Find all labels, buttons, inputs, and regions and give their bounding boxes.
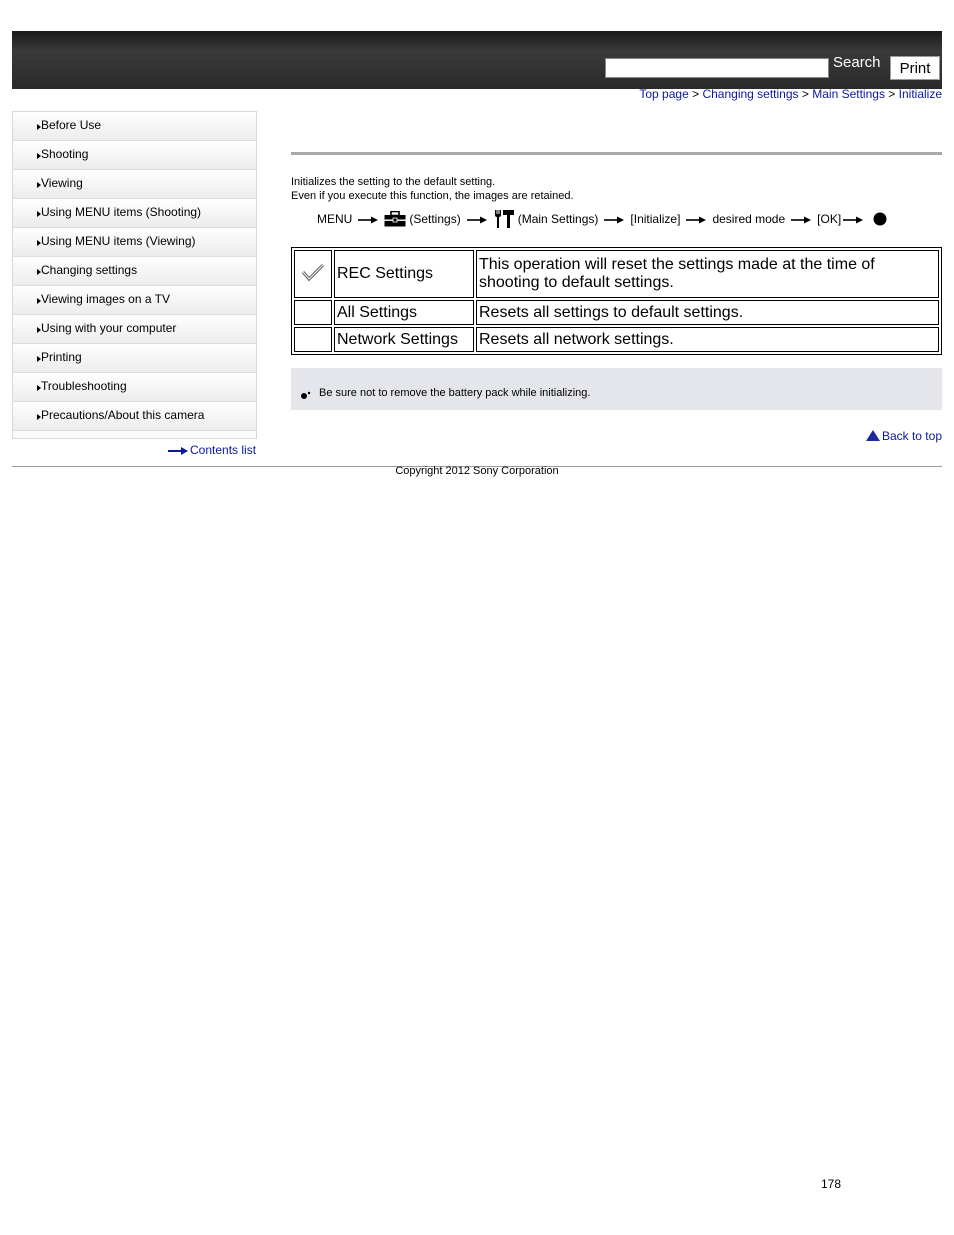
arrow-right-icon xyxy=(37,124,41,130)
back-to-top-label: Back to top xyxy=(881,429,942,443)
breadcrumb-initialize[interactable]: Initialize xyxy=(898,87,942,101)
sidebar-item-label: Precautions/About this camera xyxy=(41,408,205,422)
table-setting-description: Resets all settings to default settings. xyxy=(476,300,939,325)
arrow-right-icon xyxy=(37,356,41,362)
note-text: Be sure not to remove the battery pack while initializing. xyxy=(319,387,591,399)
sidebar-item-label: Troubleshooting xyxy=(41,379,127,393)
triangle-up-icon xyxy=(866,430,880,441)
sidebar-item-menu-viewing[interactable] xyxy=(13,228,256,257)
page-number: 178 xyxy=(821,1177,842,1191)
note-bullet-icon xyxy=(300,390,312,400)
procedure-steps xyxy=(317,208,887,230)
table-icon-cell xyxy=(294,250,332,298)
header-bar xyxy=(12,31,942,89)
sidebar-item-precautions[interactable] xyxy=(13,402,256,431)
contents-list-link[interactable] xyxy=(168,443,256,457)
checkmark-icon xyxy=(301,262,325,282)
intro-line: Even if you execute this function, the images are retained. xyxy=(291,190,574,202)
center-button-icon xyxy=(873,212,887,227)
arrow-right-icon xyxy=(37,298,41,304)
arrow-right-icon xyxy=(604,212,624,226)
sidebar-item-label: Before Use xyxy=(41,118,102,132)
table-row xyxy=(294,250,939,298)
arrow-right-icon xyxy=(467,212,487,226)
arrow-right-icon xyxy=(843,212,863,226)
sidebar-item-label: Printing xyxy=(41,350,82,364)
breadcrumb xyxy=(639,87,942,101)
arrow-right-icon xyxy=(37,153,41,159)
breadcrumb-changing-settings[interactable]: Changing settings xyxy=(702,87,799,101)
sidebar-item-printing[interactable] xyxy=(13,344,256,373)
sidebar-item-label: Using MENU items (Shooting) xyxy=(41,205,202,219)
arrow-right-icon xyxy=(791,212,811,226)
sidebar-item-changing-settings[interactable] xyxy=(13,257,256,286)
step-ok: [OK] xyxy=(817,212,842,226)
arrow-right-icon xyxy=(37,327,41,333)
step-menu: MENU xyxy=(317,212,353,226)
table-row xyxy=(294,327,939,352)
print-button[interactable]: Print xyxy=(890,56,940,80)
sidebar-item-viewing-tv[interactable] xyxy=(13,286,256,315)
settings-table xyxy=(291,247,942,355)
sidebar-item-label: Changing settings xyxy=(41,263,138,277)
title-divider xyxy=(291,152,942,155)
breadcrumb-main-settings[interactable]: Main Settings xyxy=(812,87,885,101)
sidebar-item-label: Viewing xyxy=(41,176,83,190)
search-input[interactable] xyxy=(605,58,829,78)
breadcrumb-top-page[interactable]: Top page xyxy=(639,87,689,101)
sidebar-item-label: Viewing images on a TV xyxy=(41,292,170,306)
sidebar-item-shooting[interactable] xyxy=(13,141,256,170)
table-setting-name: All Settings xyxy=(334,300,474,325)
sidebar-item-label: Using with your computer xyxy=(41,321,177,335)
table-setting-name: REC Settings xyxy=(334,250,474,298)
sidebar xyxy=(12,111,257,439)
arrow-right-icon xyxy=(37,211,41,217)
table-setting-name: Network Settings xyxy=(334,327,474,352)
table-icon-cell xyxy=(294,327,332,352)
arrow-right-icon xyxy=(37,240,41,246)
intro-text xyxy=(291,175,574,203)
step-desired-mode: desired mode xyxy=(712,212,786,226)
search-label[interactable]: Search xyxy=(833,54,881,71)
note-box xyxy=(291,368,942,410)
sidebar-item-computer[interactable] xyxy=(13,315,256,344)
breadcrumb-separator: > xyxy=(692,87,700,101)
step-main-settings: (Main Settings) xyxy=(517,212,599,226)
toolbox-icon xyxy=(384,211,406,227)
table-icon-cell xyxy=(294,300,332,325)
intro-line: Initializes the setting to the default setting. xyxy=(291,176,496,188)
arrow-right-icon xyxy=(686,212,706,226)
breadcrumb-separator: > xyxy=(801,87,809,101)
contents-list-label: Contents list xyxy=(190,443,257,457)
sidebar-item-label: Shooting xyxy=(41,147,89,161)
table-setting-description: This operation will reset the settings made at the time of shooting to default settings. xyxy=(476,250,939,298)
breadcrumb-separator: > xyxy=(888,87,896,101)
table-setting-description: Resets all network settings. xyxy=(476,327,939,352)
arrow-right-icon xyxy=(358,212,378,226)
arrow-right-icon xyxy=(37,385,41,391)
wrench-hammer-icon xyxy=(493,209,515,229)
sidebar-item-before-use[interactable] xyxy=(13,112,256,141)
table-row xyxy=(294,300,939,325)
step-settings: (Settings) xyxy=(409,212,461,226)
back-to-top-link[interactable] xyxy=(866,429,942,443)
arrow-right-icon xyxy=(37,414,41,420)
sidebar-item-viewing[interactable] xyxy=(13,170,256,199)
sidebar-item-troubleshooting[interactable] xyxy=(13,373,256,402)
arrow-right-icon xyxy=(168,447,188,455)
arrow-right-icon xyxy=(37,269,41,275)
sidebar-item-menu-shooting[interactable] xyxy=(13,199,256,228)
sidebar-item-label: Using MENU items (Viewing) xyxy=(41,234,196,248)
copyright: Copyright 2012 Sony Corporation xyxy=(395,465,559,477)
step-initialize: [Initialize] xyxy=(630,212,681,226)
arrow-right-icon xyxy=(37,182,41,188)
